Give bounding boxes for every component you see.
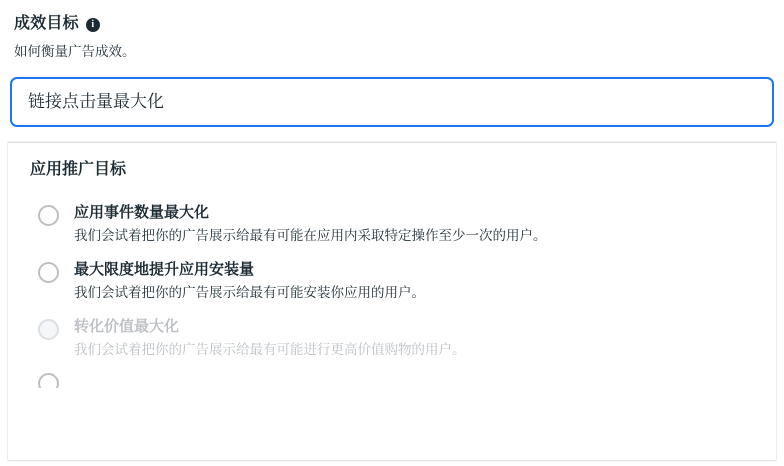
option-description: 我们会试着把你的广告展示给最有可能进行更高价值购物的用户。 [74,342,466,357]
option-description: 我们会试着把你的广告展示给最有可能安装你应用的用户。 [74,285,425,300]
section-header [0,0,784,61]
section-subtitle: 如何衡量广告成效。 [14,44,136,59]
option-label: 转化价值最大化 [74,318,180,335]
option-text [74,316,466,359]
radio-icon[interactable] [38,373,59,388]
section-title-row [14,14,784,34]
dropdown-option-app-events[interactable] [8,195,776,252]
dropdown-option-list [8,195,776,388]
option-text [74,259,425,302]
radio-icon[interactable] [38,262,59,283]
radio-icon[interactable] [38,205,59,226]
dropdown-group-title: 应用推广目标 [30,161,127,178]
info-icon[interactable]: i [86,18,100,32]
option-label: 最大限度地提升应用安装量 [74,261,255,278]
option-text [74,202,547,245]
combobox-wrapper [10,77,774,127]
option-label: 应用事件数量最大化 [74,204,210,221]
combobox-selected-value: 链接点击量最大化 [28,92,164,111]
radio-icon [38,319,59,340]
performance-goal-combobox[interactable] [10,77,774,127]
dropdown-option-next-partial[interactable] [8,366,776,388]
page-title: 成效目标 [14,15,79,32]
option-description: 我们会试着把你的广告展示给最有可能在应用内采取特定操作至少一次的用户。 [74,228,547,243]
performance-goal-dropdown [8,142,776,460]
dropdown-option-app-installs[interactable] [8,252,776,309]
dropdown-option-conversion-value [8,309,776,366]
